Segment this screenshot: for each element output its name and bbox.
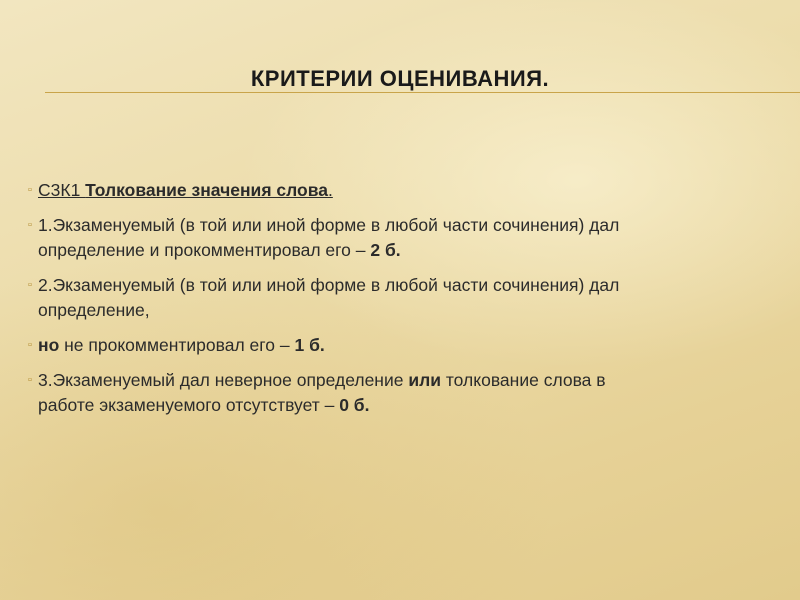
item-text-line1: 2.Экзаменуемый (в той или иной форме в любой части сочинения) дал: [38, 275, 620, 295]
item-text: не прокомментировал его –: [59, 335, 295, 355]
item-text-line1-pre: 3.Экзаменуемый дал неверное определение: [38, 370, 409, 390]
list-item: [28, 213, 768, 263]
title-rule: [45, 92, 800, 93]
bullet-icon: ▫: [28, 339, 32, 351]
criterion-code: С3К1: [38, 180, 86, 200]
item-text-line2: работе экзаменуемого отсутствует –: [38, 395, 340, 415]
item-text-line2: определение,: [38, 300, 150, 320]
bullet-icon: ▫: [28, 374, 32, 386]
criteria-list: [28, 178, 768, 428]
item-bold-word: или: [408, 370, 441, 390]
bullet-icon: ▫: [28, 219, 32, 231]
item-text-line2: определение и прокомментировал его –: [38, 240, 371, 260]
item-text-line1-post: толкование слова в: [441, 370, 606, 390]
list-item: [28, 273, 768, 323]
list-item: [28, 368, 768, 418]
bullet-icon: ▫: [28, 184, 32, 196]
score: 0 б.: [339, 395, 370, 415]
score: 2 б.: [370, 240, 401, 260]
score: 1 б.: [294, 335, 325, 355]
slide-title: КРИТЕРИИ ОЦЕНИВАНИЯ.: [250, 66, 550, 91]
item-bold-lead: но: [38, 335, 60, 355]
criterion-name: Толкование значения слова: [85, 180, 328, 200]
list-item: [28, 333, 768, 358]
bullet-icon: ▫: [28, 279, 32, 291]
list-item: [28, 178, 768, 203]
criterion-suffix: .: [327, 180, 333, 200]
item-text-line1: 1.Экзаменуемый (в той или иной форме в любой части сочинения) дал: [38, 215, 620, 235]
